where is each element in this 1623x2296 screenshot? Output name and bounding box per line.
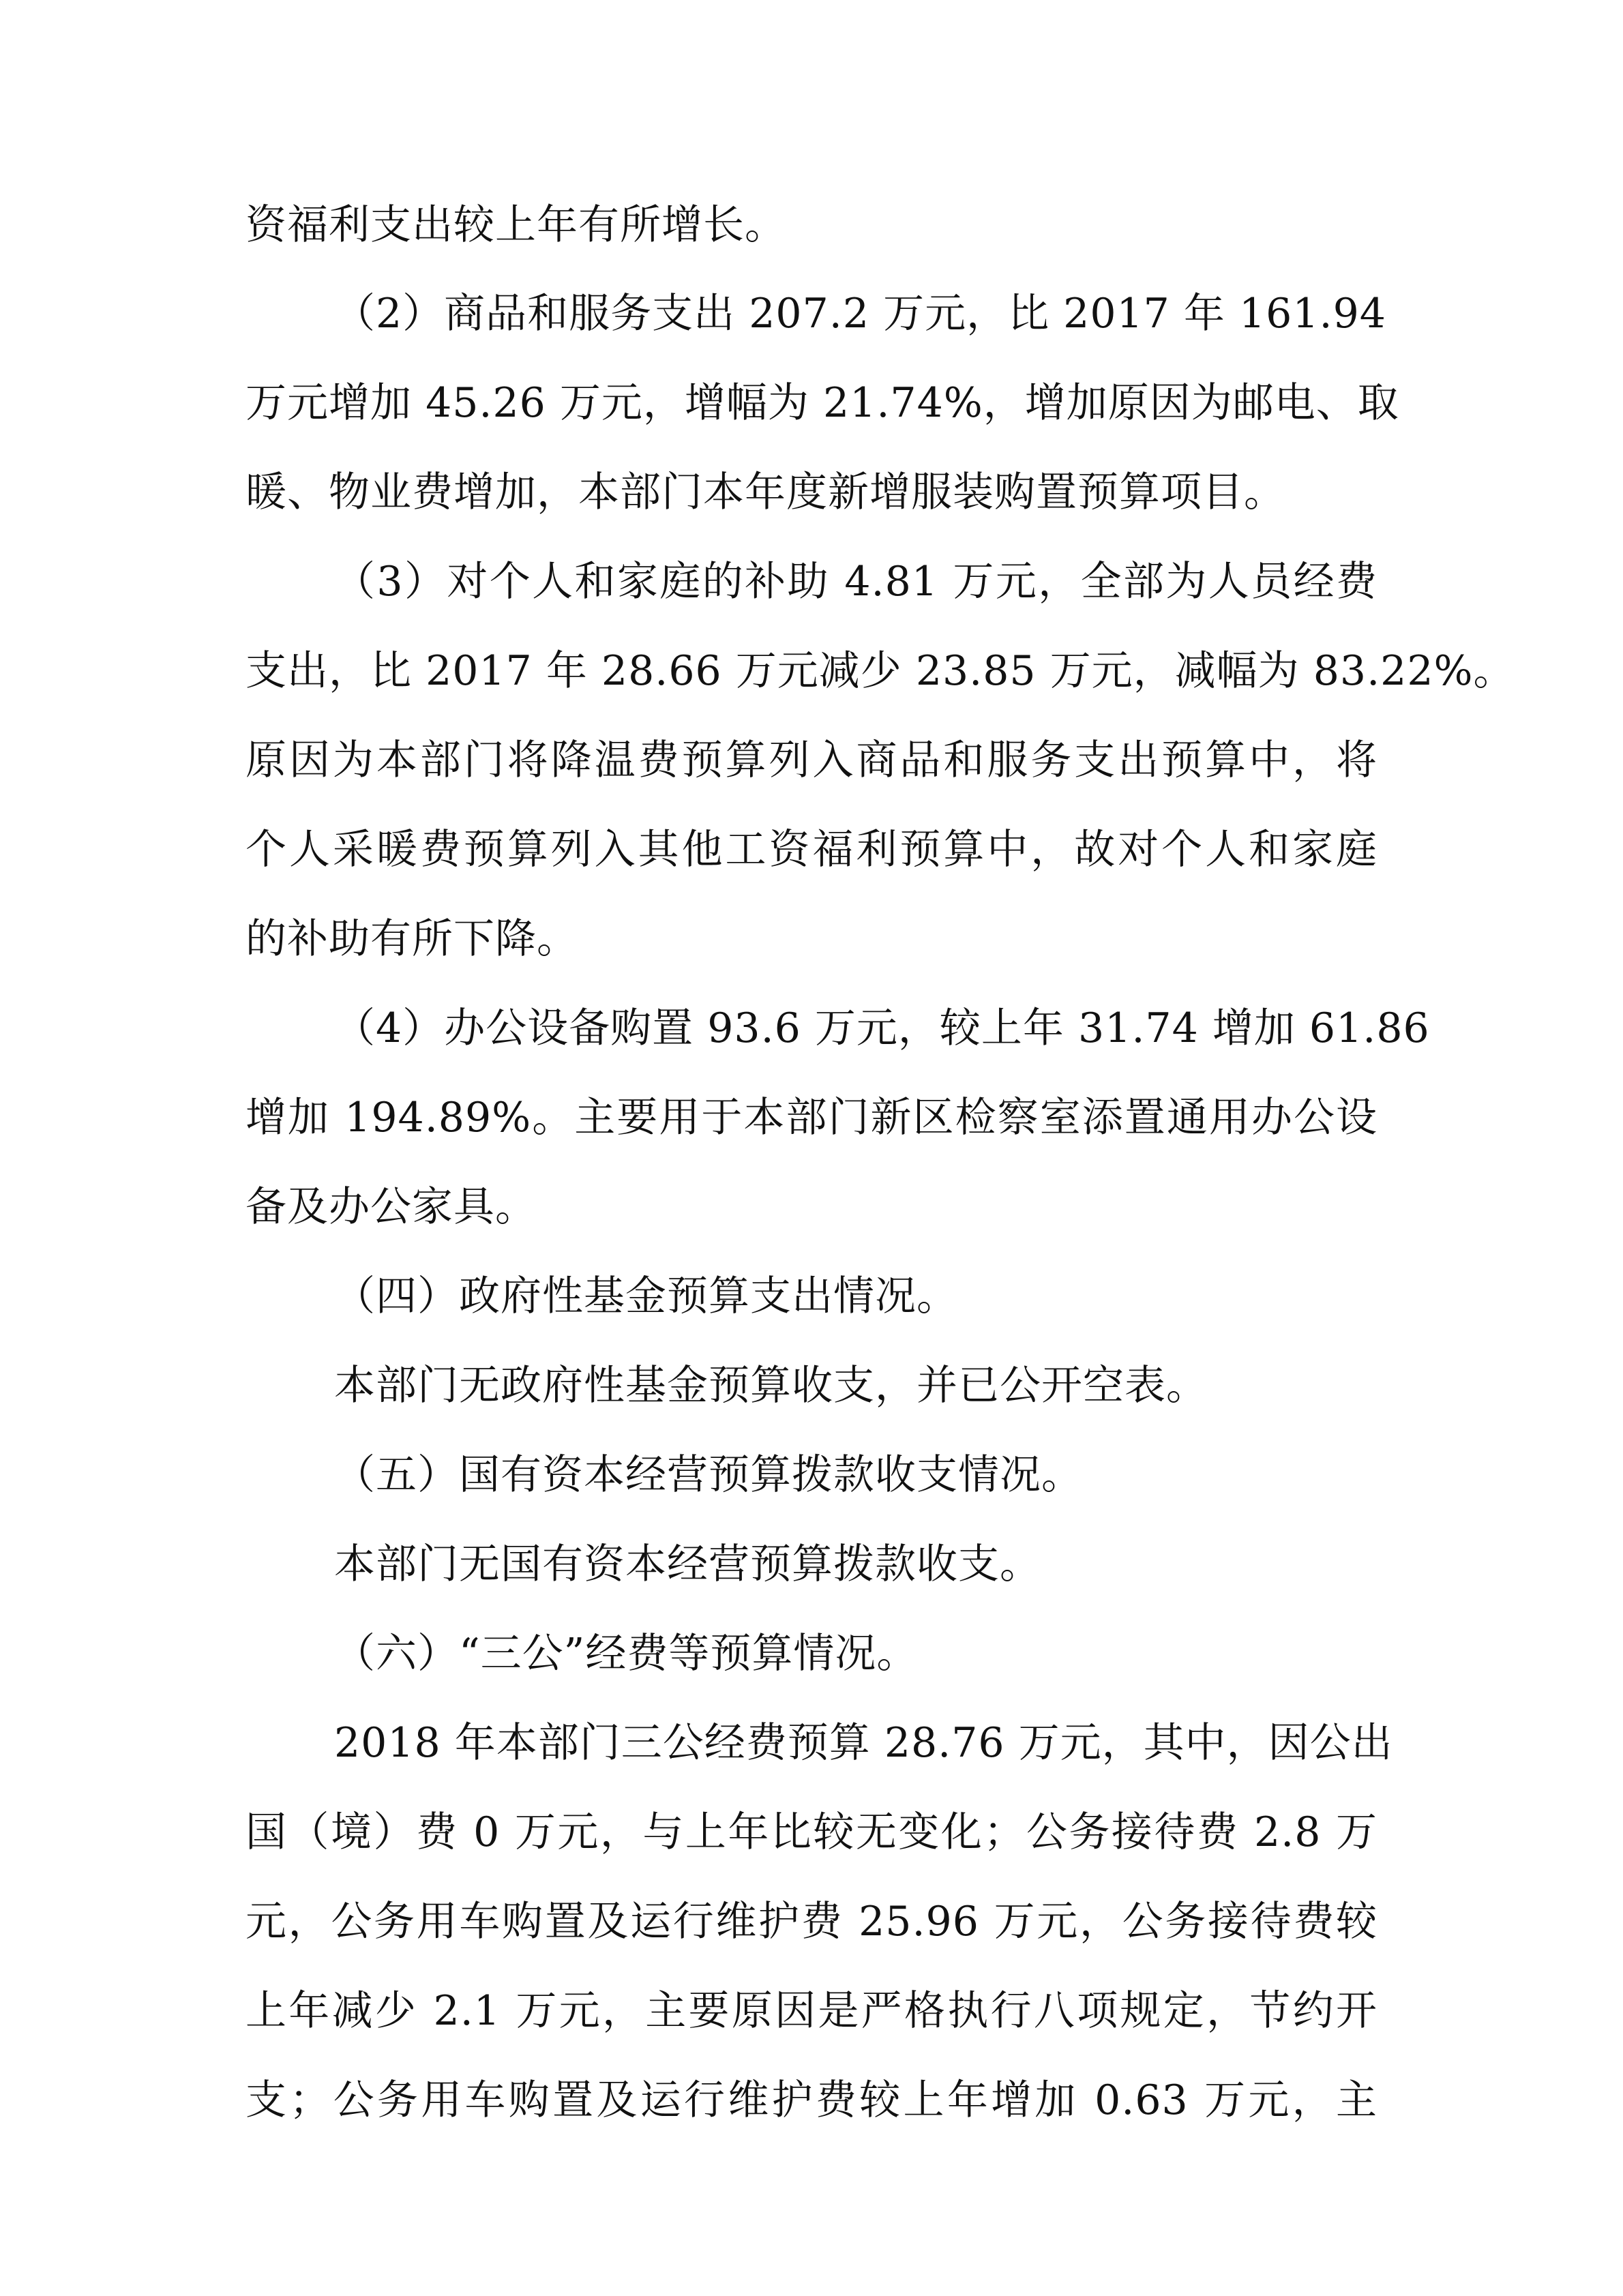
text-line: 的补助有所下降。: [245, 915, 578, 963]
text-line: 国（境）费 0 万元，与上年比较无变化；公务接待费 2.8 万: [245, 1808, 1378, 1856]
text-line: 上年减少 2.1 万元，主要原因是严格执行八项规定，节约开: [245, 1987, 1378, 2035]
paragraph-item-2-line: （2）商品和服务支出 207.2 万元，比 2017 年 161.94: [334, 290, 1386, 338]
text-line: 本部门无国有资本经营预算拨款收支。: [334, 1540, 1041, 1588]
text-line: 元，公务用车购置及运行维护费 25.96 万元，公务接待费较: [245, 1898, 1378, 1945]
text-line: 原因为本部门将降温费预算列入商品和服务支出预算中，将: [245, 736, 1378, 784]
text-line: 资福利支出较上年有所增长。: [245, 201, 786, 249]
text-line: 备及办公家具。: [245, 1183, 537, 1231]
text-line: 支；公务用车购置及运行维护费较上年增加 0.63 万元，主: [245, 2076, 1378, 2124]
text-line: 万元增加 45.26 万元，增幅为 21.74%，增加原因为邮电、取: [245, 379, 1399, 427]
text-line: 暖、物业费增加，本部门本年度新增服装购置预算项目。: [245, 468, 1285, 516]
paragraph-item-4-line: （4）办公设备购置 93.6 万元，较上年 31.74 增加 61.86: [334, 1004, 1430, 1052]
section-heading-4: （四）政府性基金预算支出情况。: [334, 1272, 958, 1320]
section-heading-5: （五）国有资本经营预算拨款收支情况。: [334, 1451, 1083, 1499]
text-line: 增加 194.89%。主要用于本部门新区检察室添置通用办公设: [245, 1094, 1378, 1142]
text-line: 支出，比 2017 年 28.66 万元减少 23.85 万元，减幅为 83.22%。: [245, 647, 1515, 695]
section-heading-6: （六）“三公”经费等预算情况。: [334, 1630, 919, 1678]
text-line: 本部门无政府性基金预算收支，并已公开空表。: [334, 1362, 1208, 1410]
text-line: 2018 年本部门三公经费预算 28.76 万元，其中，因公出: [334, 1719, 1393, 1767]
text-line: 个人采暖费预算列入其他工资福利预算中，故对个人和家庭: [245, 826, 1378, 874]
paragraph-item-3-line: （3）对个人和家庭的补助 4.81 万元，全部为人员经费: [334, 558, 1378, 606]
